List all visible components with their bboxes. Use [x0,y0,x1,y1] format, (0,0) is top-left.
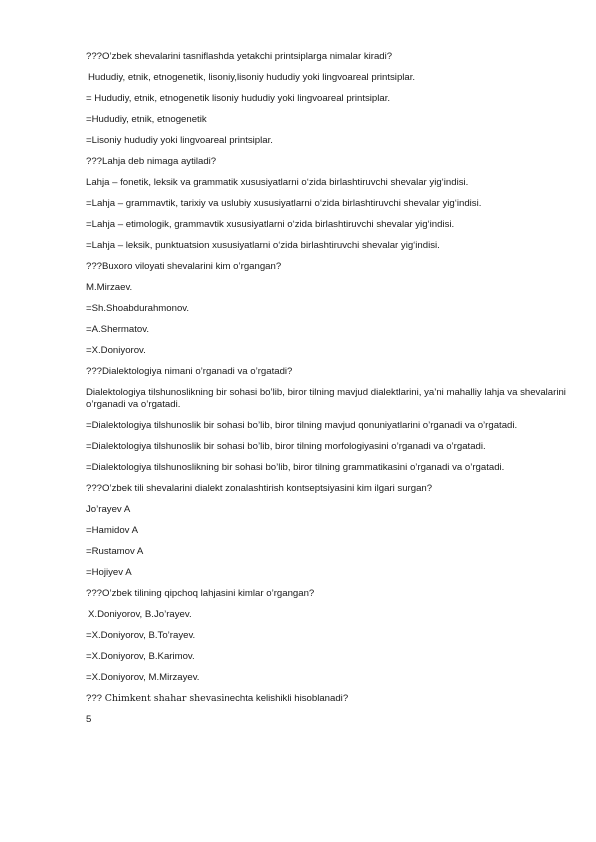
answer-line: =Dialektologiya tilshunoslik bir sohasi bo’lib, biror tilning morfologiyasini o’rganadi va o’rgatadi. [86,441,486,452]
question-line: ???O’zbek shevalarini tasniflashda yetakchi printsiplarga nimalar kiradi? [86,51,393,62]
answer-line: =X.Doniyorov, B.To’rayev. [86,630,196,641]
question-line: ???Lahja deb nimaga aytiladi? [86,156,217,167]
answer-line: =X.Doniyorov, M.Mirzayev. [86,672,200,683]
answer-line: Lahja – fonetik, leksik va grammatik xususiyatlarni o‘zida birlashtiruvchi shevalar yig‘indisi. [86,177,469,188]
answer-line: M.Mirzaev. [86,282,133,293]
question-line: ???O’zbek tili shevalarini dialekt zonalashtirish kontseptsiyasini kim ilgari surgan? [86,483,433,494]
answer-line: = Hududiy, etnik, etnogenetik lisoniy hududiy yoki lingvoareal printsiplar. [86,93,391,104]
answer-line: =Dialektologiya tilshunoslikning bir sohasi bo’lib, biror tilning grammatikasini o’rganadi va o’rgatadi. [86,462,505,473]
answer-line: =Dialektologiya tilshunoslik bir sohasi bo’lib, biror tilning mavjud qonuniyatlarini o’rganadi va o’rgatadi. [86,420,518,431]
answer-line: =Hamidov A [86,525,138,536]
answer-line: Hududiy, etnik, etnogenetik, lisoniy,lisoniy hududiy yoki lingvoareal printsiplar. [88,72,416,83]
answer-line: =Hojiyev A [86,567,132,578]
answer-line: =Lisoniy hududiy yoki lingvoareal printsiplar. [86,135,273,146]
question-line: ???Buxoro viloyati shevalarini kim o’rgangan? [86,261,282,272]
answer-line: =X.Doniyorov, B.Karimov. [86,651,195,662]
answer-line: =Hududiy, etnik, etnogenetik [86,114,207,125]
answer-line: =Rustamov A [86,546,144,557]
document-body [86,51,566,726]
question-line: ???O’zbek tilining qipchoq lahjasini kimlar o’rgangan? [86,588,315,599]
answer-line: =Lahja – grammavtik, tarixiy va uslubiy xususiyatlarni o‘zida birlashtiruvchi shevalar yig‘indisi. [86,198,482,209]
answer-line: Dialektologiya tilshunoslikning bir sohasi bo’lib, biror tilning mavjud dialektlarini, ya’ni mahalliy lahja va shevalarini o’rganadi va o’rgatadi. [86,387,566,410]
page-number: 5 [86,714,92,725]
answer-line: Jo’rayev A [86,504,131,515]
question-prefix: ??? [86,693,105,704]
question-serif-text: Chimkent shahar shevasi [104,693,225,704]
answer-line: =A.Shermatov. [86,324,150,335]
question-line [86,693,566,705]
answer-line: =X.Doniyorov. [86,345,146,356]
answer-line: X.Doniyorov, B.Jo’rayev. [88,609,192,620]
answer-line: =Lahja – leksik, punktuatsion xususiyatlarni o‘zida birlashtiruvchi shevalar yig‘indisi. [86,240,440,251]
answer-line: =Lahja – etimologik, grammavtik xususiyatlarni o‘zida birlashtiruvchi shevalar yig‘indisi. [86,219,455,230]
question-line: ???Dialektologiya nimani o’rganadi va o’rgatadi? [86,366,293,377]
answer-line: =Sh.Shoabdurahmonov. [86,303,190,314]
question-suffix: nechta kelishikli hisoblanadi? [224,693,349,704]
